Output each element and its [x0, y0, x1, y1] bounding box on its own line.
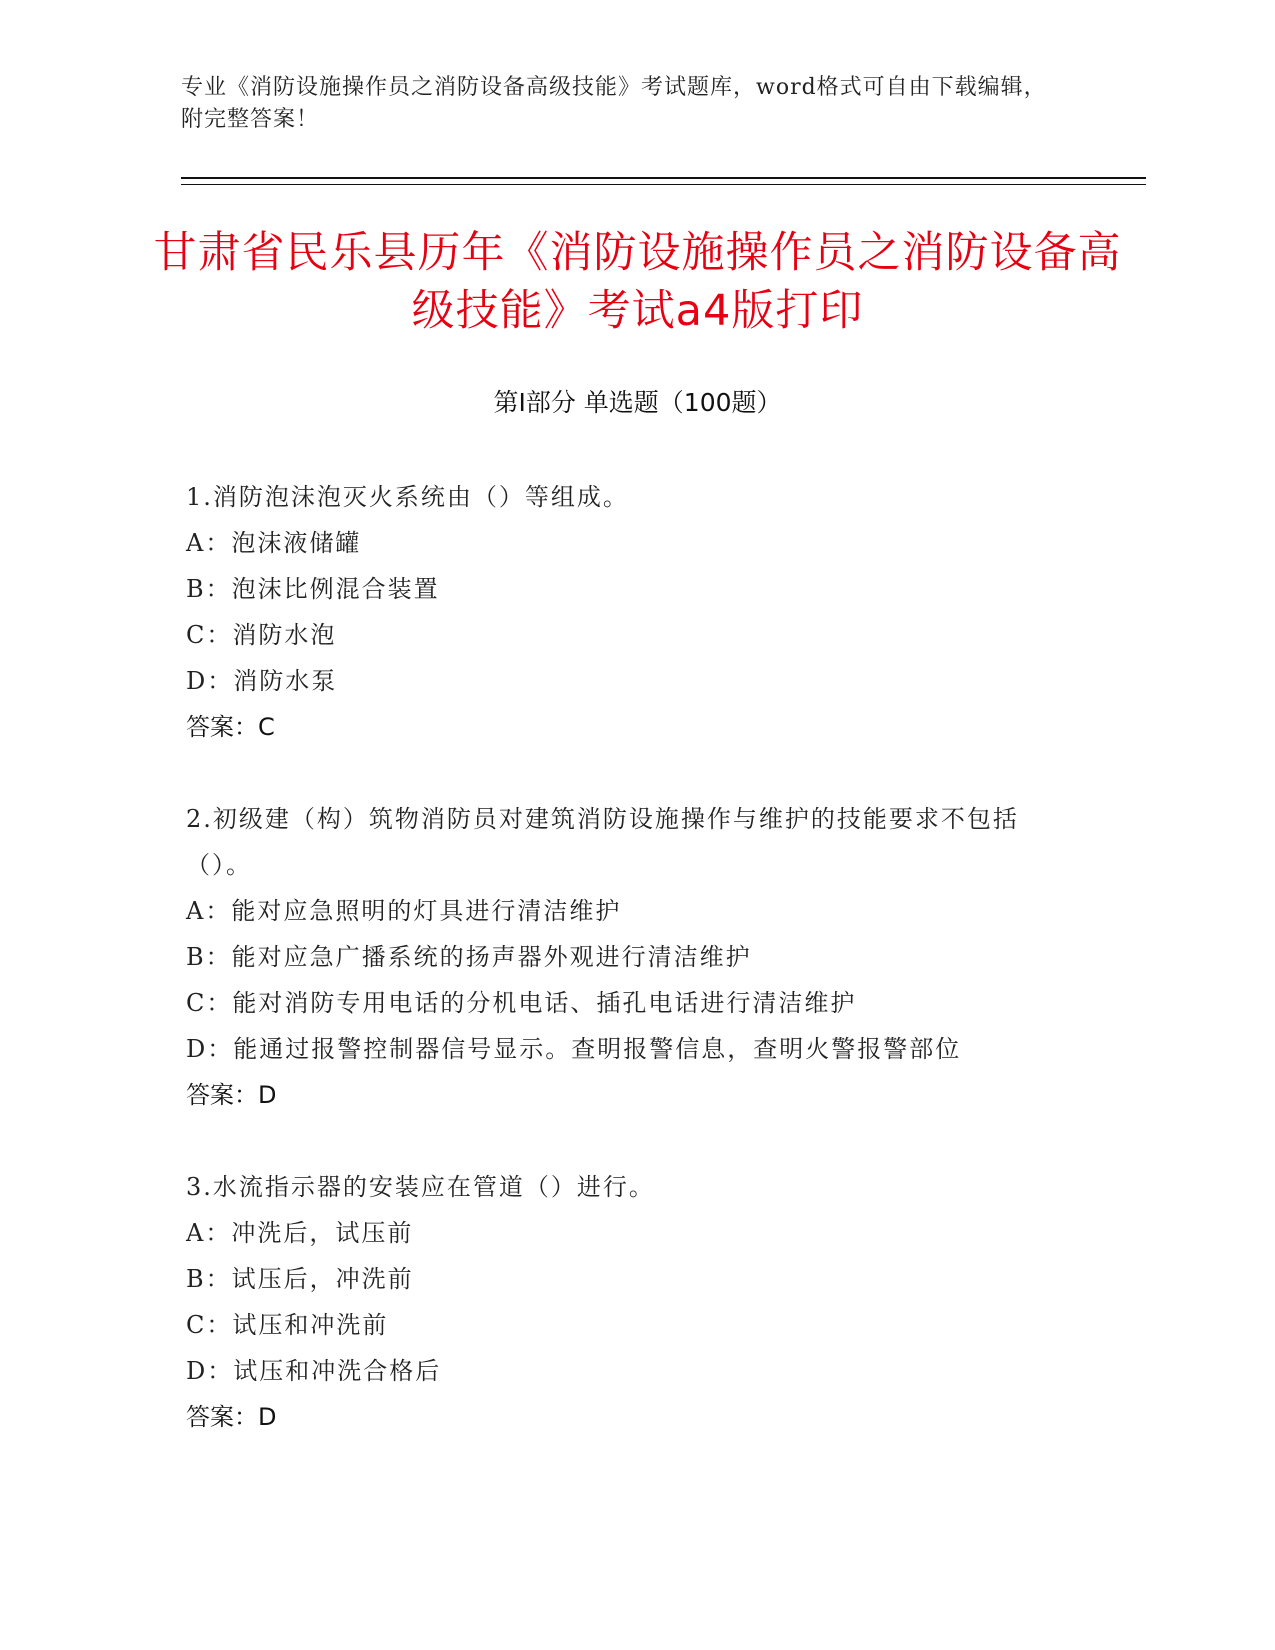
- option-c: C：能对消防专用电话的分机电话、插孔电话进行清洁维护: [186, 989, 857, 1017]
- answer: 答案：C: [186, 713, 275, 741]
- option-c: C：试压和冲洗前: [186, 1311, 389, 1339]
- question-list: [186, 474, 1066, 1486]
- option-b: B：能对应急广播系统的扬声器外观进行清洁维护: [186, 943, 752, 971]
- option-d: D：消防水泵: [186, 667, 338, 695]
- option-d: D：能通过报警控制器信号显示。查明报警信息，查明火警报警部位: [186, 1035, 962, 1063]
- document-title: 甘肃省民乐县历年《消防设施操作员之消防设备高级技能》考试a4版打印: [153, 228, 1122, 336]
- option-a: A：冲洗后，试压前: [186, 1219, 414, 1247]
- option-d: D：试压和冲洗合格后: [186, 1357, 442, 1385]
- question-stem: 3.水流指示器的安装应在管道（）进行。: [186, 1173, 655, 1201]
- question-stem: 1.消防泡沫泡灭火系统由（）等组成。: [186, 483, 629, 511]
- answer: 答案：D: [186, 1081, 277, 1109]
- section-title: 第Ⅰ部分 单选题（100题）: [493, 388, 782, 417]
- option-a: A：能对应急照明的灯具进行清洁维护: [186, 897, 622, 925]
- question-1: [186, 474, 1066, 750]
- question-stem: 2.初级建（构）筑物消防员对建筑消防设施操作与维护的技能要求不包括（）。: [186, 805, 1019, 879]
- question-2: [186, 796, 1066, 1118]
- answer: 答案：D: [186, 1403, 277, 1431]
- header-divider-thin: [181, 184, 1146, 185]
- header-divider-thick: [181, 177, 1146, 179]
- option-a: A：泡沫液储罐: [186, 529, 362, 557]
- option-c: C：消防水泡: [186, 621, 337, 649]
- header-note: 专业《消防设施操作员之消防设备高级技能》考试题库，word格式可自由下载编辑，附完整答案！: [181, 75, 1047, 132]
- option-b: B：泡沫比例混合装置: [186, 575, 440, 603]
- question-3: [186, 1164, 1066, 1440]
- option-b: B：试压后，冲洗前: [186, 1265, 414, 1293]
